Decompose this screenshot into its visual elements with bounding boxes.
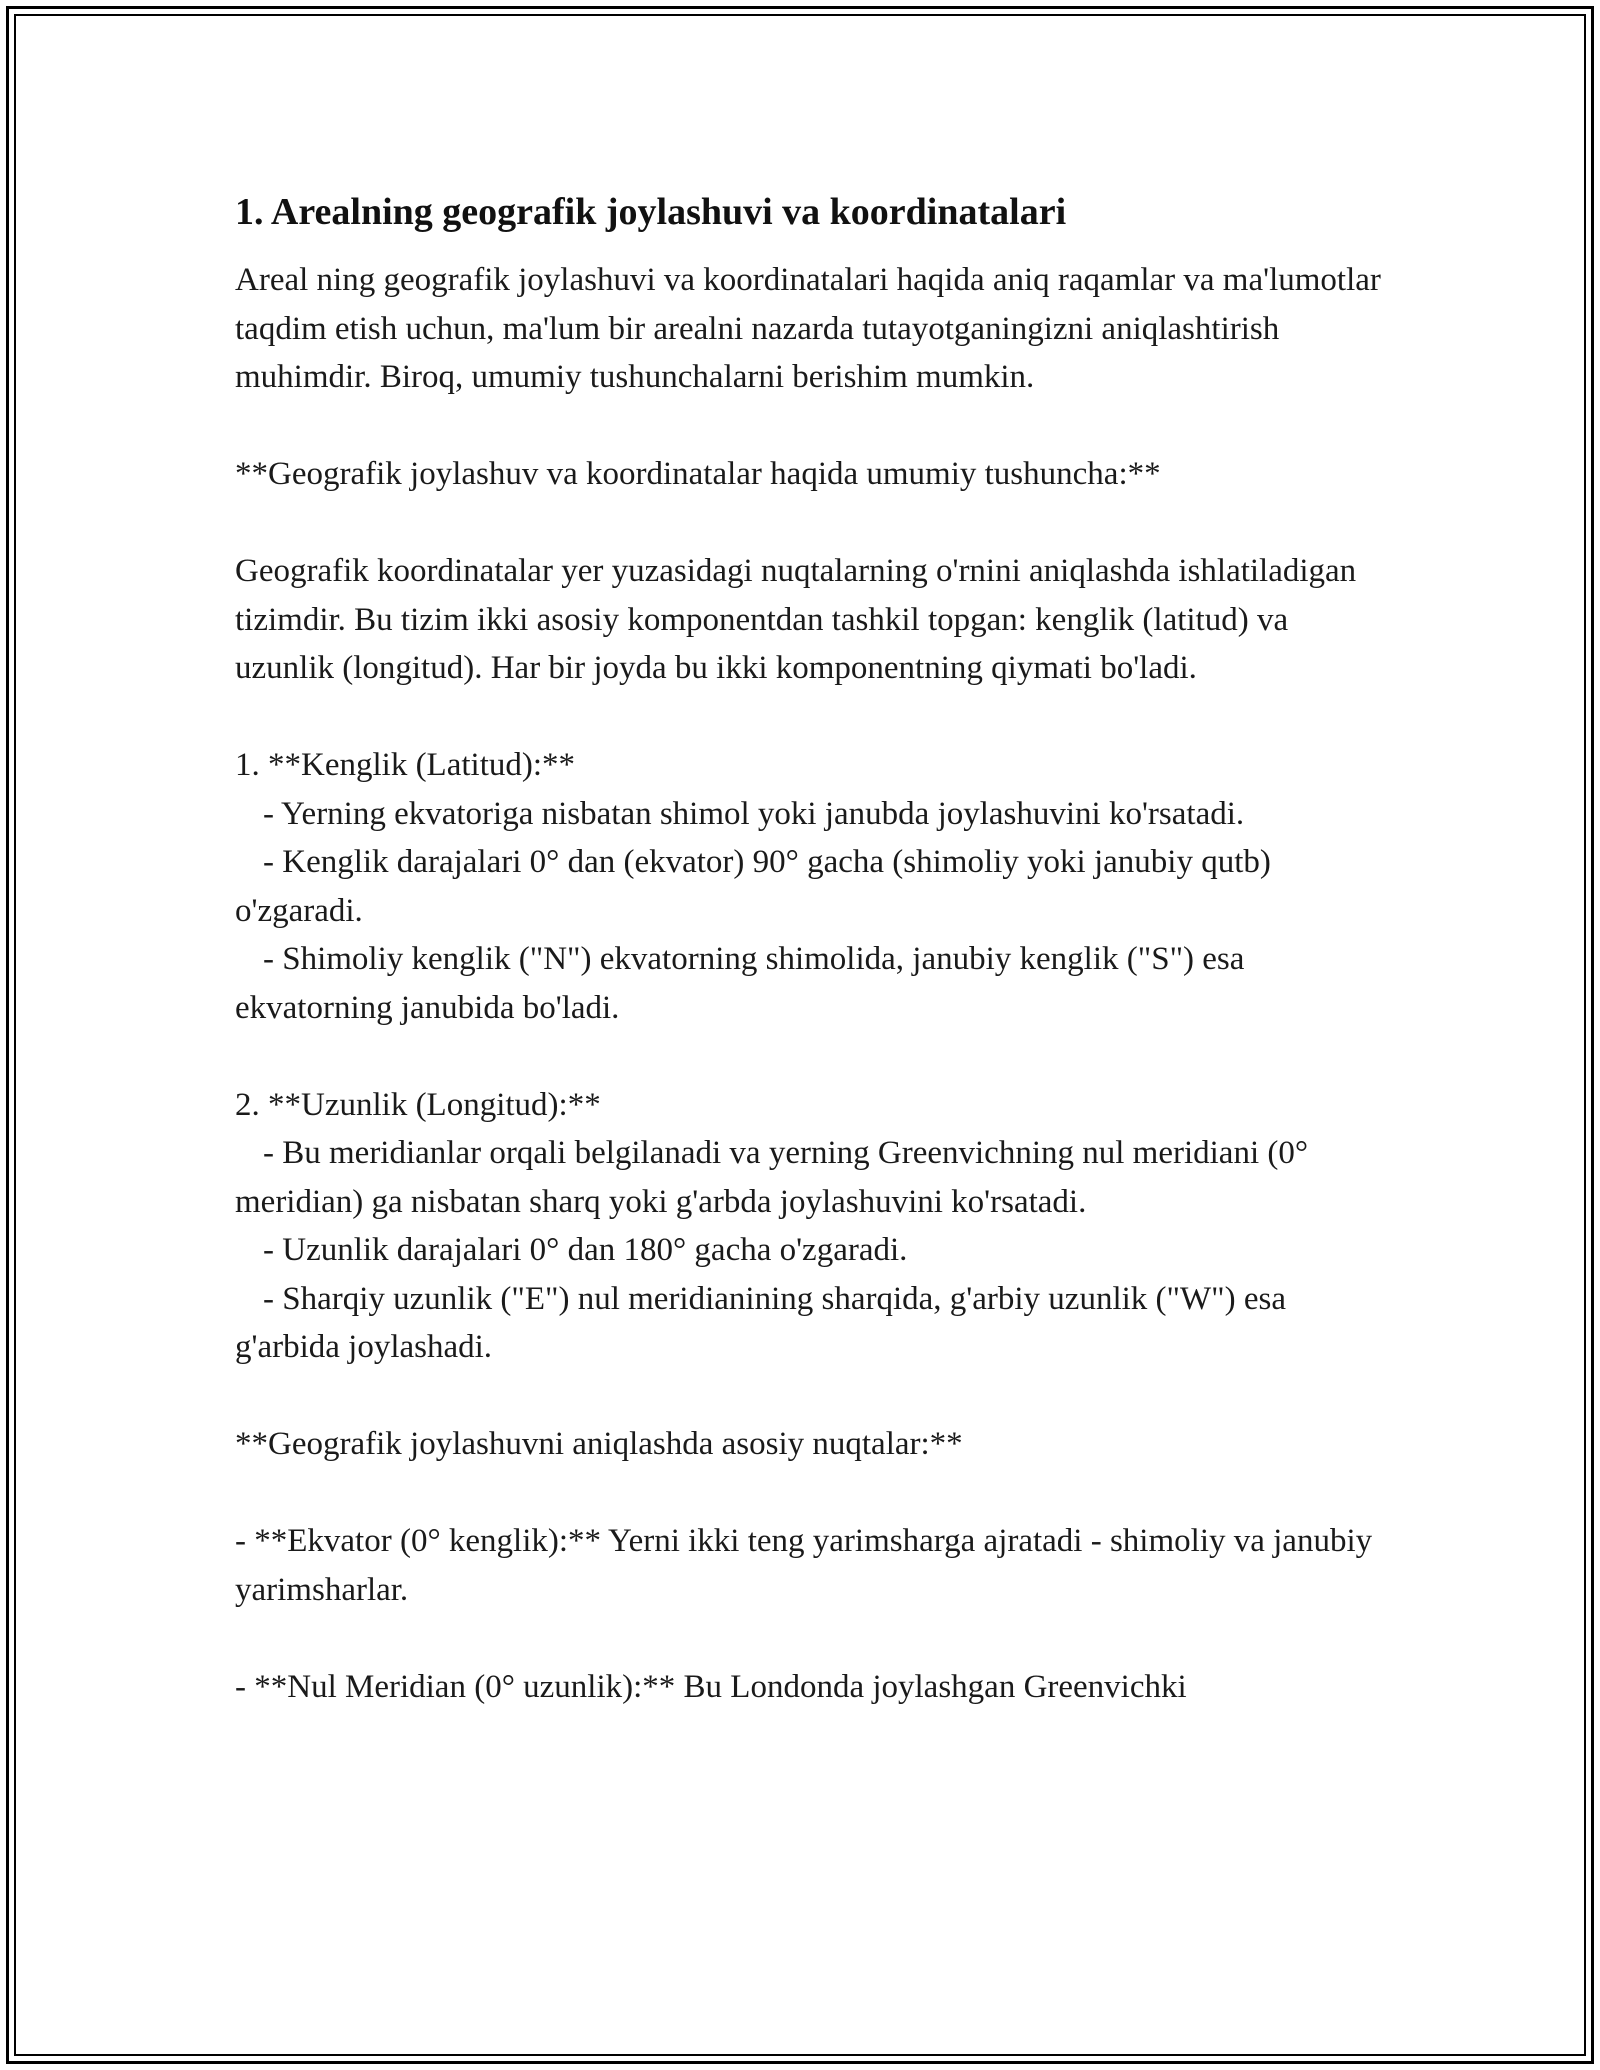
spacer: [235, 402, 1385, 451]
latitude-item: [235, 935, 1385, 1032]
latitude-title: 1. **Kenglik (Latitud):**: [235, 747, 576, 783]
spacer: [235, 1469, 1385, 1518]
spacer: [235, 1614, 1385, 1663]
longitude-item: [235, 1275, 1385, 1372]
spacer: [235, 693, 1385, 742]
document-heading: 1. Arealning geografik joylashuvi va koordinatalari: [235, 191, 1067, 233]
key-point-item: - **Nul Meridian (0° uzunlik):** Bu Londonda joylashgan Greenvichki: [235, 1668, 1187, 1705]
latitude-item-text: - Shimoliy kenglik ("N") ekvatorning shimolida, janubiy kenglik ("S") esa ekvatorning janubida bo'ladi.: [235, 941, 1253, 1026]
latitude-item-text: - Kenglik darajalari 0° dan (ekvator) 90° gacha (shimoliy yoki janubiy qutb) o'zgaradi.: [235, 844, 1280, 929]
spacer: [235, 499, 1385, 548]
spacer: [235, 1032, 1385, 1081]
longitude-title: 2. **Uzunlik (Longitud):**: [235, 1086, 601, 1123]
latitude-item: [235, 838, 1385, 935]
longitude-item: [235, 1226, 1385, 1275]
document-body: [235, 188, 1390, 1711]
latitude-item: - Yerning ekvatoriga nisbatan shimol yoki janubda joylashuvini ko'rsatadi.: [263, 795, 1245, 832]
longitude-item-text: - Bu meridianlar orqali belgilanadi va yerning Greenvichning nul meridiani (0° meridian) ga nisbatan sharq yoki g'arbda joylashuvini ko'rsatadi.: [235, 1135, 1317, 1220]
spacer: [235, 1372, 1385, 1421]
key-point-item: - **Ekvator (0° kenglik):** Yerni ikki teng yarimsharga ajratadi - shimoliy va janubiy yarimsharlar.: [235, 1523, 1381, 1608]
section-title: **Geografik joylashuv va koordinatalar haqida umumiy tushuncha:**: [235, 456, 1161, 492]
intro-paragraph: Areal ning geografik joylashuvi va koordinatalari haqida aniq raqamlar va ma'lumotlar taqdim etish uchun, ma'lum bir arealni nazarda tutayotganingizni aniqlashtirish muhimdir. Biroq, umumiy tushunchalarni berishim mumkin.: [235, 262, 1390, 395]
longitude-item-text: - Sharqiy uzunlik ("E") nul meridianining sharqida, g'arbiy uzunlik ("W") esa g'arbida joylashadi.: [235, 1280, 1295, 1365]
longitude-item-text: - Uzunlik darajalari 0° dan 180° gacha o'zgaradi.: [263, 1232, 908, 1268]
key-points-title: **Geografik joylashuvni aniqlashda asosiy nuqtalar:**: [235, 1426, 963, 1462]
coordinates-paragraph: Geografik koordinatalar yer yuzasidagi nuqtalarning o'rnini aniqlashda ishlatiladigan tizimdir. Bu tizim ikki asosiy komponentdan tashkil topgan: kenglik (latitud) va uzunlik (longitud). Har bir joyda bu ikki komponentning qiymati bo'ladi.: [235, 553, 1365, 686]
longitude-item: [235, 1129, 1385, 1226]
